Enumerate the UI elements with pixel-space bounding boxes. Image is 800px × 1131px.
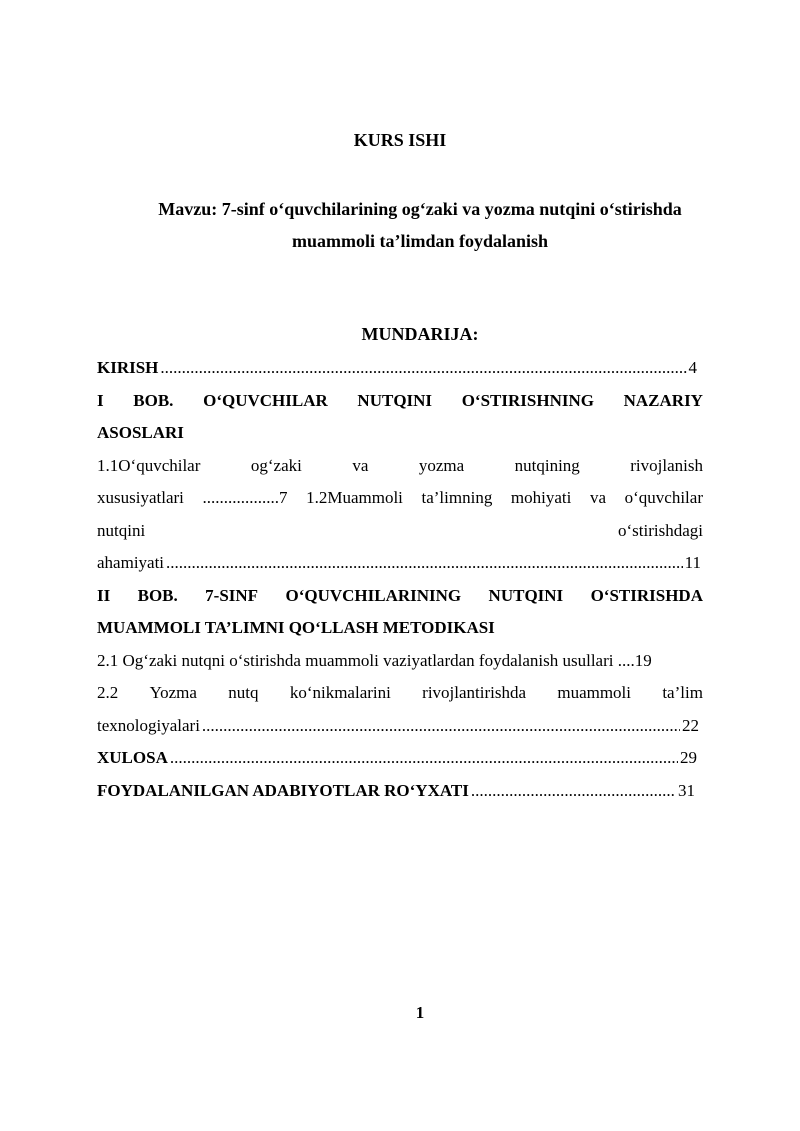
toc-page-number: 22: [682, 715, 699, 735]
toc-heading: MUNDARIJA:: [361, 324, 479, 344]
toc-word: BOB.: [133, 390, 174, 410]
toc-page-number: 29: [680, 748, 697, 767]
toc-entry-bob1-line2: ASOSLARI: [97, 423, 184, 442]
toc-entry-1-1-line1[interactable]: [97, 450, 703, 483]
toc-dots: [202, 710, 680, 743]
toc-entry-2-2-line1[interactable]: [97, 677, 703, 710]
toc-word: I: [97, 390, 104, 410]
toc-word: NUTQINI: [357, 390, 433, 410]
document-title: KURS ISHI: [353, 130, 447, 150]
toc-word: va: [352, 455, 369, 475]
toc-word: nutqining: [514, 455, 580, 475]
toc-word: O‘STIRISHNING: [461, 390, 594, 410]
toc-word: rivojlanish: [630, 455, 703, 475]
topic-line-2: muammoli ta’limdan foydalanish: [291, 231, 549, 251]
toc-entry-1-1-line2[interactable]: xususiyatlari ..................7 1.2Muammoli ta’limning mohiyati va o‘quvchilar: [97, 488, 703, 507]
toc-entry-label: texnologiyalari: [97, 715, 200, 735]
topic-heading: [0, 193, 800, 257]
toc-page-number: 4: [688, 358, 697, 377]
toc-word: O‘QUVCHILARINING: [285, 585, 462, 605]
toc-entry-label: ahamiyati: [97, 553, 165, 572]
toc-word: ko‘nikmalarini: [289, 683, 391, 702]
toc-entry-label: XULOSA: [97, 748, 168, 767]
toc-word: rivojlantirishda: [422, 683, 527, 702]
toc-entry-adabiyotlar[interactable]: [97, 775, 695, 808]
toc-dots: [160, 352, 686, 385]
toc-word: ta’lim: [662, 683, 703, 702]
toc-entry-bob1-line1[interactable]: [97, 385, 703, 418]
toc-word: nutq: [228, 683, 259, 702]
topic-line-1: Mavzu: 7-sinf o‘quvchilarining og‘zaki va yozma nutqini o‘stirishda: [158, 199, 682, 219]
toc-word: 1.1O‘quvchilar: [97, 455, 201, 475]
toc-word: muammoli: [557, 683, 632, 702]
toc-dots: [166, 547, 683, 580]
toc-page-number: 31: [678, 780, 695, 800]
table-of-contents: [97, 352, 703, 807]
toc-page-number: 11: [684, 553, 701, 572]
toc-dots: [170, 742, 678, 775]
toc-word: o‘stirishdagi: [618, 520, 703, 540]
toc-entry-label: KIRISH: [97, 358, 159, 377]
toc-entry-label: FOYDALANILGAN ADABIYOTLAR RO‘YXATI: [97, 780, 469, 800]
toc-entry-2-1[interactable]: 2.1 Og‘zaki nutqni o‘stirishda muammoli vaziyatlardan foydalanish usullari ....19: [97, 650, 652, 670]
toc-word: O‘STIRISHDA: [590, 585, 703, 605]
page-number: 1: [415, 1003, 425, 1022]
toc-word: BOB.: [137, 585, 178, 605]
toc-entry-kirish[interactable]: [97, 352, 697, 385]
toc-dots: [471, 775, 676, 808]
toc-word: II: [97, 585, 111, 605]
toc-word: 2.2: [97, 683, 119, 702]
toc-word: yozma: [418, 455, 465, 475]
toc-word: NUTQINI: [488, 585, 564, 605]
toc-entry-xulosa[interactable]: [97, 742, 697, 775]
toc-entry-bob2-line2: MUAMMOLI TA’LIMNI QO‘LLASH METODIKASI: [97, 618, 495, 637]
toc-word: Yozma: [149, 683, 197, 702]
toc-word: NAZARIY: [623, 390, 703, 410]
toc-entry-1-2-line4[interactable]: [97, 547, 701, 580]
toc-entry-2-2-line2[interactable]: [97, 710, 699, 743]
toc-word: og‘zaki: [250, 455, 302, 475]
toc-word: 7-SINF: [205, 585, 259, 605]
toc-entry-bob2-line1[interactable]: [97, 580, 703, 613]
toc-word: O‘QUVCHILAR: [203, 390, 328, 410]
toc-entry-1-2-line3[interactable]: [97, 515, 703, 548]
toc-word: nutqini: [97, 520, 146, 540]
